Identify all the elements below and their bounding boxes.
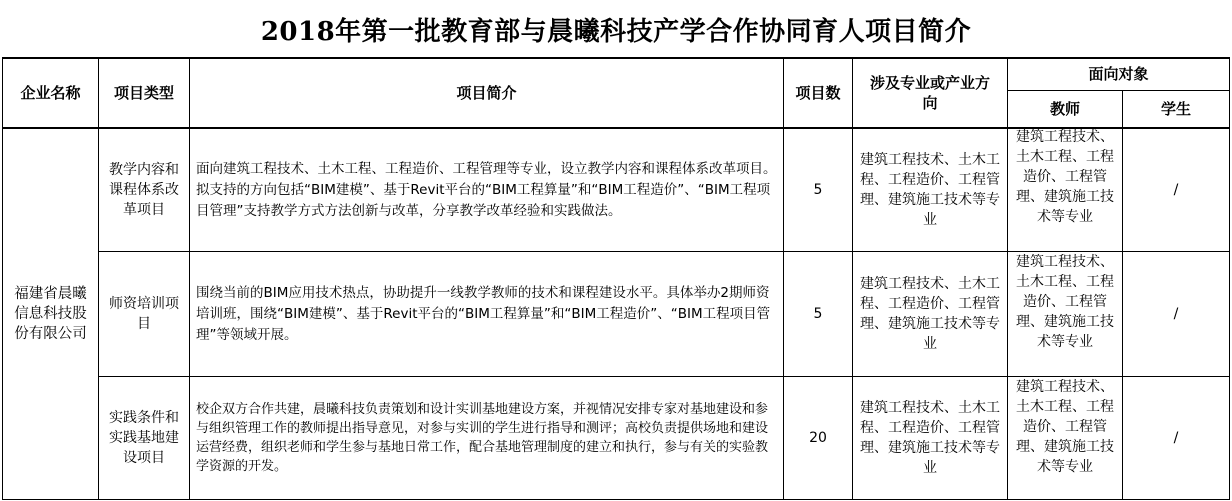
- row-2-intro: 围绕当前的BIM应用技术热点，协助提升一线教学教师的技术和课程建设水平。具体举办2期师资培训班，围绕“BIM建模”、基于Revit平台的“BIM工程算量”和“BIM工程造价”、“BIM工程项目管理”等领域开展。: [196, 284, 771, 343]
- header-company: 企业名称: [20, 83, 81, 102]
- row-3-teacher: 建筑工程技术、土木工程、工程造价、工程管理、建筑施工技术等专业: [1016, 379, 1114, 475]
- page-title: 2018年第一批教育部与晨曦科技产学合作协同育人项目简介: [260, 16, 972, 47]
- table-border-bottom: [2, 499, 1230, 500]
- row-2-type: 师资培训项目: [109, 296, 179, 332]
- header-teacher: 教师: [1049, 100, 1080, 118]
- row-1-student: /: [1173, 182, 1179, 198]
- row-1-type: 教学内容和课程体系改革项目: [109, 162, 179, 218]
- header-type: 项目类型: [113, 83, 174, 102]
- header-count: 项目数: [795, 83, 841, 102]
- row-1-intro: 面向建筑工程技术、土木工程、工程造价、工程管理等专业，设立教学内容和课程体系改革项目。拟支持的方向包括“BIM建模”、基于Revit平台的“BIM工程算量”和“BIM工程造价”、“BIM工程项目管理”支持教学方式方法创新与改革，分享教学改革经验和实践做法。: [196, 160, 777, 219]
- row-3-type: 实践条件和实践基地建设项目: [109, 410, 179, 466]
- row-2-teacher: 建筑工程技术、土木工程、工程造价、工程管理、建筑施工技术等专业: [1016, 254, 1114, 350]
- row-3-count: 20: [809, 430, 827, 446]
- row-3-majors: 建筑工程技术、土木工程、工程造价、工程管理、建筑施工技术等专业: [860, 400, 1000, 476]
- header-student: 学生: [1160, 100, 1191, 118]
- header-audience: 面向对象: [1088, 65, 1149, 83]
- company-name: 福建省晨曦信息科技股份有限公司: [14, 286, 87, 342]
- row-2-count: 5: [813, 306, 823, 322]
- row-1-count: 5: [813, 182, 823, 198]
- row-2-student: /: [1173, 306, 1179, 322]
- header-majors: 涉及专业或产业方向: [869, 73, 990, 112]
- row-3-student: /: [1173, 430, 1179, 446]
- row-2-majors: 建筑工程技术、土木工程、工程造价、工程管理、建筑施工技术等专业: [860, 276, 1000, 352]
- row-1-teacher: 建筑工程技术、土木工程、工程造价、工程管理、建筑施工技术等专业: [1016, 129, 1114, 225]
- header-intro: 项目简介: [456, 83, 517, 102]
- row-1-majors: 建筑工程技术、土木工程、工程造价、工程管理、建筑施工技术等专业: [860, 152, 1000, 228]
- row-3-intro: 校企双方合作共建，晨曦科技负责策划和设计实训基地建设方案，并视情况安排专家对基地建设和参与组织管理工作的教师提出指导意见，对参与实训的学生进行指导和测评；高校负责提供场地和建设运营经费，组织老师和学生参与基地日常工作，配合基地管理制度的建立和执行，参与有关的实验教学资源的开发。: [196, 402, 769, 474]
- col-line-7: [1229, 57, 1230, 500]
